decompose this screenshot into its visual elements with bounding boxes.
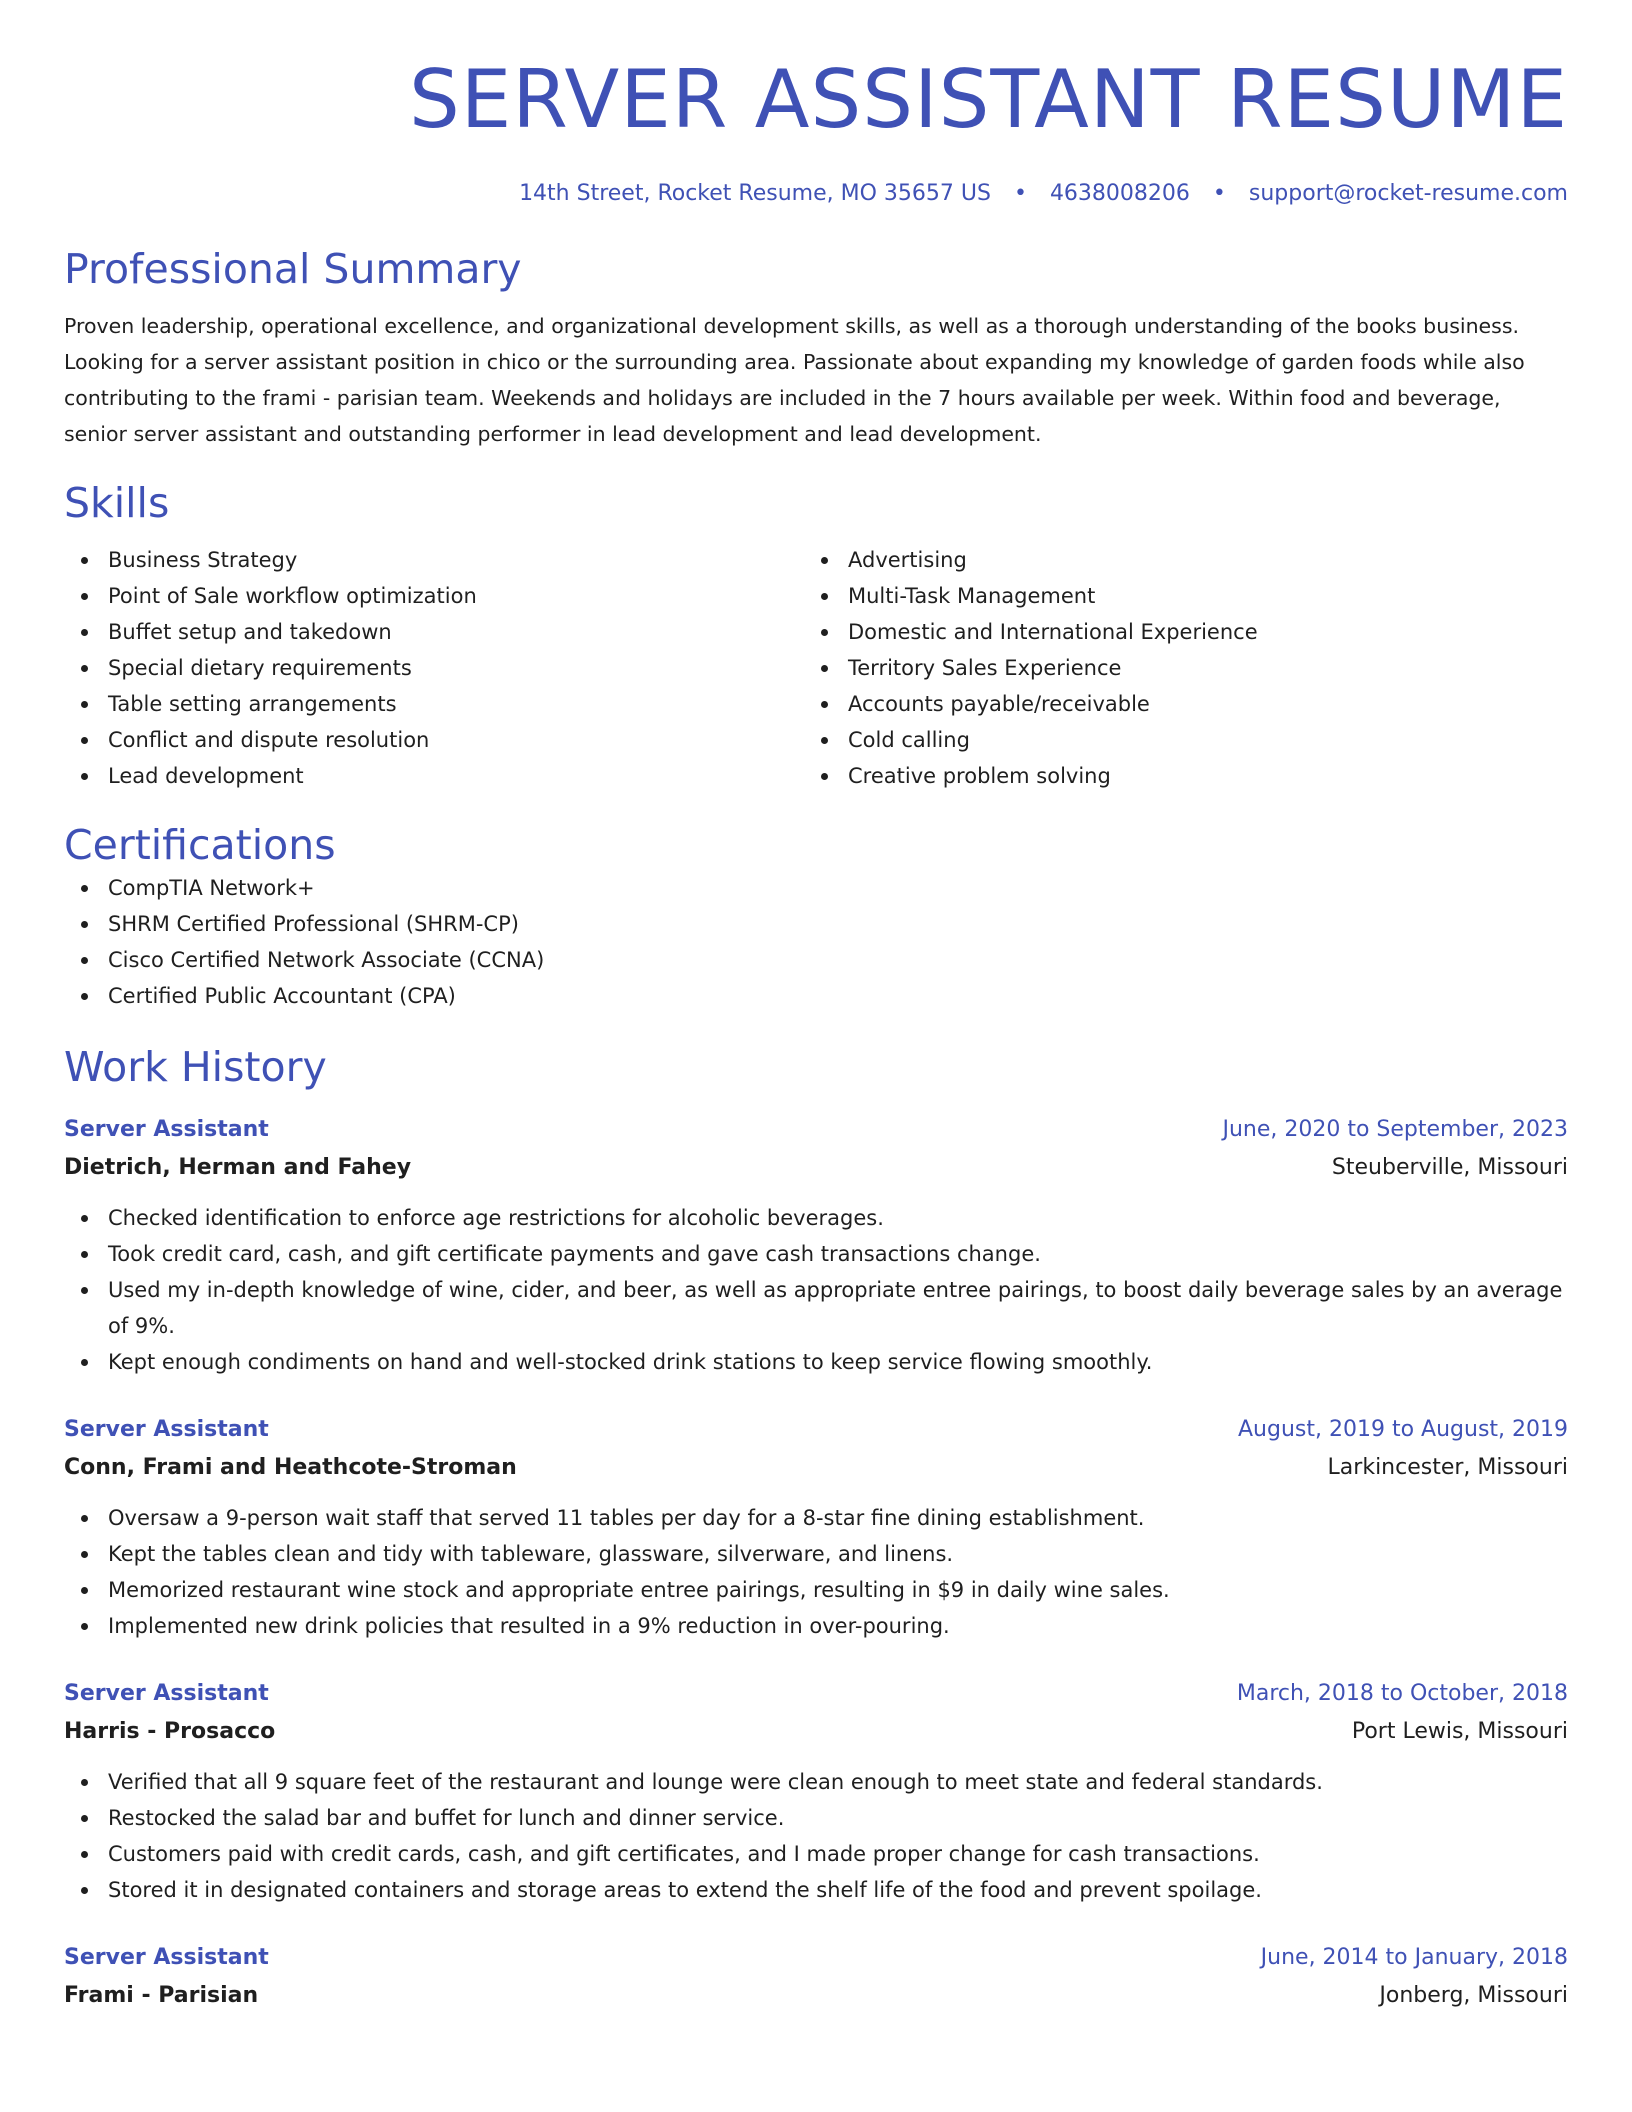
job-company: Dietrich, Herman and Fahey — [64, 1155, 412, 1180]
job-company-row — [64, 1148, 1568, 1188]
skill-item: Multi-Task Management — [804, 578, 1544, 614]
skill-item: Buffet setup and takedown — [64, 614, 804, 650]
job-duty: Implemented new drink policies that resulted in a 9% reduction in over-pouring. — [64, 1608, 1568, 1644]
skill-item: Advertising — [804, 542, 1544, 578]
job-entry — [64, 1940, 1568, 2016]
certifications-list — [64, 870, 1568, 1014]
job-duty: Memorized restaurant wine stock and appropriate entree pairings, resulting in $9 in daily wine sales. — [64, 1572, 1568, 1608]
skill-item: Lead development — [64, 758, 804, 794]
job-entry — [64, 1412, 1568, 1644]
job-duty: Took credit card, cash, and gift certificate payments and gave cash transactions change. — [64, 1236, 1568, 1272]
contact-address: 14th Street, Rocket Resume, MO 35657 US — [519, 181, 991, 206]
summary-text: Proven leadership, operational excellence, and organizational development skills, as well as a thorough understanding of the books business. Looking for a server assistant position in chico or the surrounding area. Passionate about expanding my knowledge of garden foods while also contributing to the frami - parisian team. Weekends and holidays are included in the 7 hours available per week. Within food and beverage, senior server assistant and outstanding performer in lead development and lead development. — [64, 314, 1525, 446]
job-entry — [64, 1112, 1568, 1380]
job-duties — [64, 1200, 1568, 1380]
skill-item: Cold calling — [804, 722, 1544, 758]
job-dates: March, 2018 to October, 2018 — [1236, 1681, 1568, 1706]
skill-item: Creative problem solving — [804, 758, 1544, 794]
job-location: Port Lewis, Missouri — [1351, 1719, 1568, 1744]
contact-separator: • — [1212, 181, 1226, 206]
job-location: Larkincester, Missouri — [1327, 1455, 1568, 1480]
work-history-heading: Work History — [64, 1043, 327, 1091]
job-title: Server Assistant — [64, 1945, 269, 1970]
skill-item: Conflict and dispute resolution — [64, 722, 804, 758]
resume-title: SERVER ASSISTANT RESUME — [408, 53, 1568, 146]
job-duties — [64, 1500, 1568, 1644]
certification-item: SHRM Certified Professional (SHRM-CP) — [64, 906, 1568, 942]
job-title-row — [64, 1412, 1568, 1448]
contact-separator: • — [1013, 181, 1027, 206]
skill-item: Domestic and International Experience — [804, 614, 1544, 650]
skill-item: Territory Sales Experience — [804, 650, 1544, 686]
job-duty: Oversaw a 9-person wait staff that served 11 tables per day for a 8-star fine dining establishment. — [64, 1500, 1568, 1536]
job-company: Harris - Prosacco — [64, 1719, 276, 1744]
job-company: Frami - Parisian — [64, 1983, 259, 2008]
job-company-row — [64, 1712, 1568, 1752]
job-company-row — [64, 1976, 1568, 2016]
contact-email[interactable]: support@rocket-resume.com — [1248, 181, 1568, 206]
certifications-heading: Certifications — [64, 821, 336, 869]
job-title: Server Assistant — [64, 1417, 269, 1442]
job-title-row — [64, 1112, 1568, 1148]
job-duty: Verified that all 9 square feet of the restaurant and lounge were clean enough to meet state and federal standards. — [64, 1764, 1568, 1800]
job-duty: Used my in-depth knowledge of wine, cider, and beer, as well as appropriate entree pairings, to boost daily beverage sales by an average of 9%. — [64, 1272, 1568, 1344]
skill-item: Point of Sale workflow optimization — [64, 578, 804, 614]
resume-header — [64, 0, 1568, 208]
job-duty: Stored it in designated containers and storage areas to extend the shelf life of the food and prevent spoilage. — [64, 1872, 1568, 1908]
certification-item: Certified Public Accountant (CPA) — [64, 978, 1568, 1014]
job-title: Server Assistant — [64, 1681, 269, 1706]
skills-list-left — [64, 542, 804, 794]
skill-item: Special dietary requirements — [64, 650, 804, 686]
job-company-row — [64, 1448, 1568, 1488]
skills-list-right — [804, 542, 1544, 794]
skill-item: Business Strategy — [64, 542, 804, 578]
job-duties — [64, 1764, 1568, 1908]
job-duty: Kept enough condiments on hand and well-stocked drink stations to keep service flowing smoothly. — [64, 1344, 1568, 1380]
job-dates: August, 2019 to August, 2019 — [1238, 1417, 1568, 1442]
job-location: Jonberg, Missouri — [1379, 1983, 1568, 2008]
job-dates: June, 2020 to September, 2023 — [1222, 1117, 1568, 1142]
skill-item: Table setting arrangements — [64, 686, 804, 722]
job-dates: June, 2014 to January, 2018 — [1260, 1945, 1568, 1970]
contact-phone[interactable]: 4638008206 — [1049, 181, 1190, 206]
job-title: Server Assistant — [64, 1117, 269, 1142]
summary-heading: Professional Summary — [64, 245, 522, 293]
skills-columns — [64, 542, 1568, 794]
certification-item: Cisco Certified Network Associate (CCNA) — [64, 942, 1568, 978]
job-title-row — [64, 1676, 1568, 1712]
contact-line — [64, 180, 1568, 208]
job-duty: Checked identification to enforce age restrictions for alcoholic beverages. — [64, 1200, 1568, 1236]
job-duty: Restocked the salad bar and buffet for lunch and dinner service. — [64, 1800, 1568, 1836]
job-entry — [64, 1676, 1568, 1908]
job-location: Steuberville, Missouri — [1331, 1155, 1568, 1180]
job-duty: Customers paid with credit cards, cash, and gift certificates, and I made proper change for cash transactions. — [64, 1836, 1568, 1872]
job-duty: Kept the tables clean and tidy with tableware, glassware, silverware, and linens. — [64, 1536, 1568, 1572]
certification-item: CompTIA Network+ — [64, 870, 1568, 906]
skills-heading: Skills — [64, 479, 170, 527]
job-company: Conn, Frami and Heathcote-Stroman — [64, 1455, 517, 1480]
skill-item: Accounts payable/receivable — [804, 686, 1544, 722]
job-title-row — [64, 1940, 1568, 1976]
